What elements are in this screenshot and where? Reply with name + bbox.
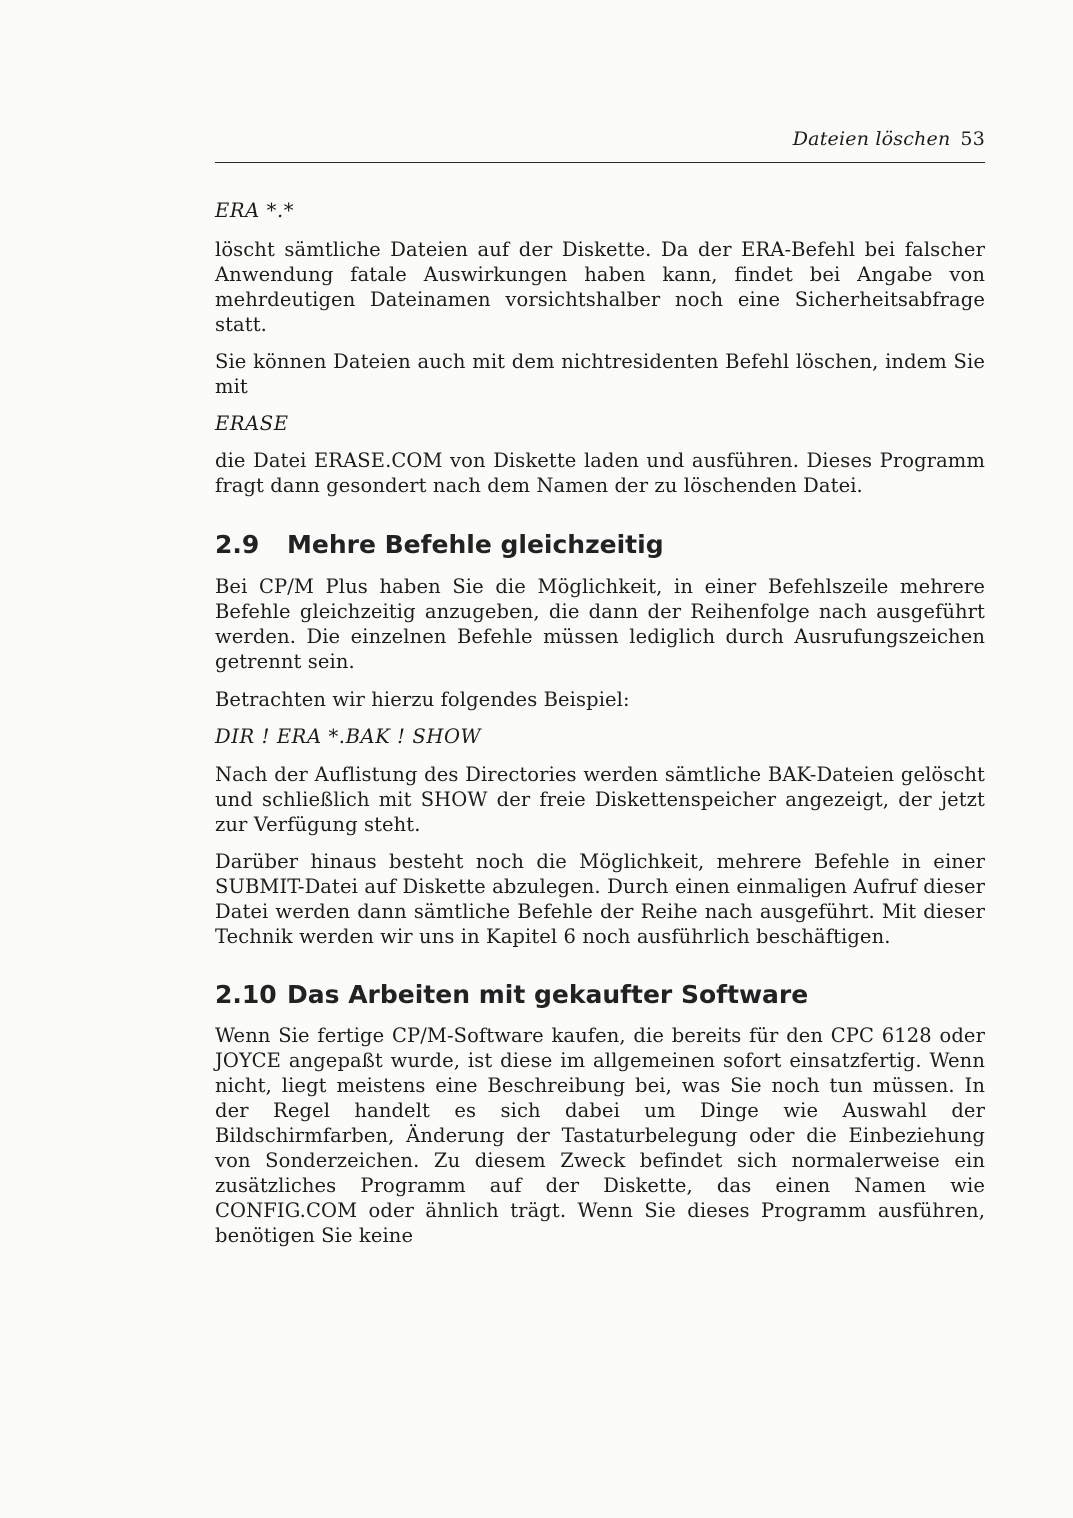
paragraph-purchased-software: Wenn Sie fertige CP/M-Software kaufen, die bereits für den CPC 6128 oder JOYCE angepaßt wurde, ist diese im allgemeinen sofort einsatzfertig. Wenn nicht, liegt meistens eine Beschreibung bei, was Sie noch tun müssen. In der Regel handelt es sich dabei um Dinge wie Auswahl der Bildschirmfarben, Änderung der Tastaturbelegung oder die Einbeziehung von Sonderzeichen. Zu diesem Zweck befindet sich normalerweise ein zusätzliches Programm auf der Diskette, das einen Namen wie CONFIG.COM oder ähnlich trägt. Wenn Sie dieses Programm ausführen, benötigen Sie keine — [215, 1024, 985, 1247]
paragraph-multiple-commands: Bei CP/M Plus haben Sie die Möglichkeit, in einer Befehlszeile mehrere Befehle gleichzeitig anzugeben, die dann der Reihenfolge nach ausgeführt werden. Die einzelnen Befehle müssen lediglich durch Ausrufungszeichen getrennt sein. — [215, 575, 985, 673]
section-number: 2.9 — [215, 530, 260, 559]
section-heading-2-10 — [215, 979, 985, 1011]
paragraph-era-description: löscht sämtliche Dateien auf der Diskette. Da der ERA-Befehl bei falscher Anwendung fatale Auswirkungen haben kann, findet bei Angabe von mehrdeutigen Dateinamen vorsichtshalber noch eine Sicherheitsabfrage statt. — [215, 238, 985, 336]
section-number: 2.10 — [215, 980, 277, 1009]
paragraph-example-intro: Betrachten wir hierzu folgendes Beispiel: — [215, 688, 630, 711]
header-rule — [215, 162, 985, 163]
page-number: 53 — [960, 128, 985, 150]
command-example-chain: DIR ! ERA *.BAK ! SHOW — [215, 725, 482, 748]
section-title: Mehre Befehle gleichzeitig — [287, 530, 664, 559]
paragraph-erase-intro: Sie können Dateien auch mit dem nichtresidenten Befehl löschen, indem Sie mit — [215, 350, 985, 398]
paragraph-example-explanation: Nach der Auflistung des Directories werden sämtliche BAK-Dateien gelöscht und schließlich mit SHOW der freie Diskettenspeicher angezeigt, der jetzt zur Verfügung steht. — [215, 763, 985, 836]
section-heading-2-9 — [215, 529, 985, 561]
paragraph-submit-file: Darüber hinaus besteht noch die Möglichkeit, mehrere Befehle in einer SUBMIT-Datei auf Diskette abzulegen. Durch einen einmaligen Aufruf dieser Datei werden dann sämtliche Befehle der Reihe nach ausgeführt. Mit dieser Technik werden wir uns in Kapitel 6 noch ausführlich beschäftigen. — [215, 850, 985, 948]
page-body — [215, 198, 985, 1248]
section-title: Das Arbeiten mit gekaufter Software — [287, 980, 809, 1009]
command-example-era: ERA *.* — [215, 199, 295, 222]
running-header — [215, 128, 985, 150]
command-example-erase: ERASE — [215, 412, 289, 435]
running-header-title: Dateien löschen — [792, 128, 951, 150]
paragraph-erase-com: die Datei ERASE.COM von Diskette laden und ausführen. Dieses Programm fragt dann gesondert nach dem Namen der zu löschenden Datei. — [215, 449, 985, 497]
